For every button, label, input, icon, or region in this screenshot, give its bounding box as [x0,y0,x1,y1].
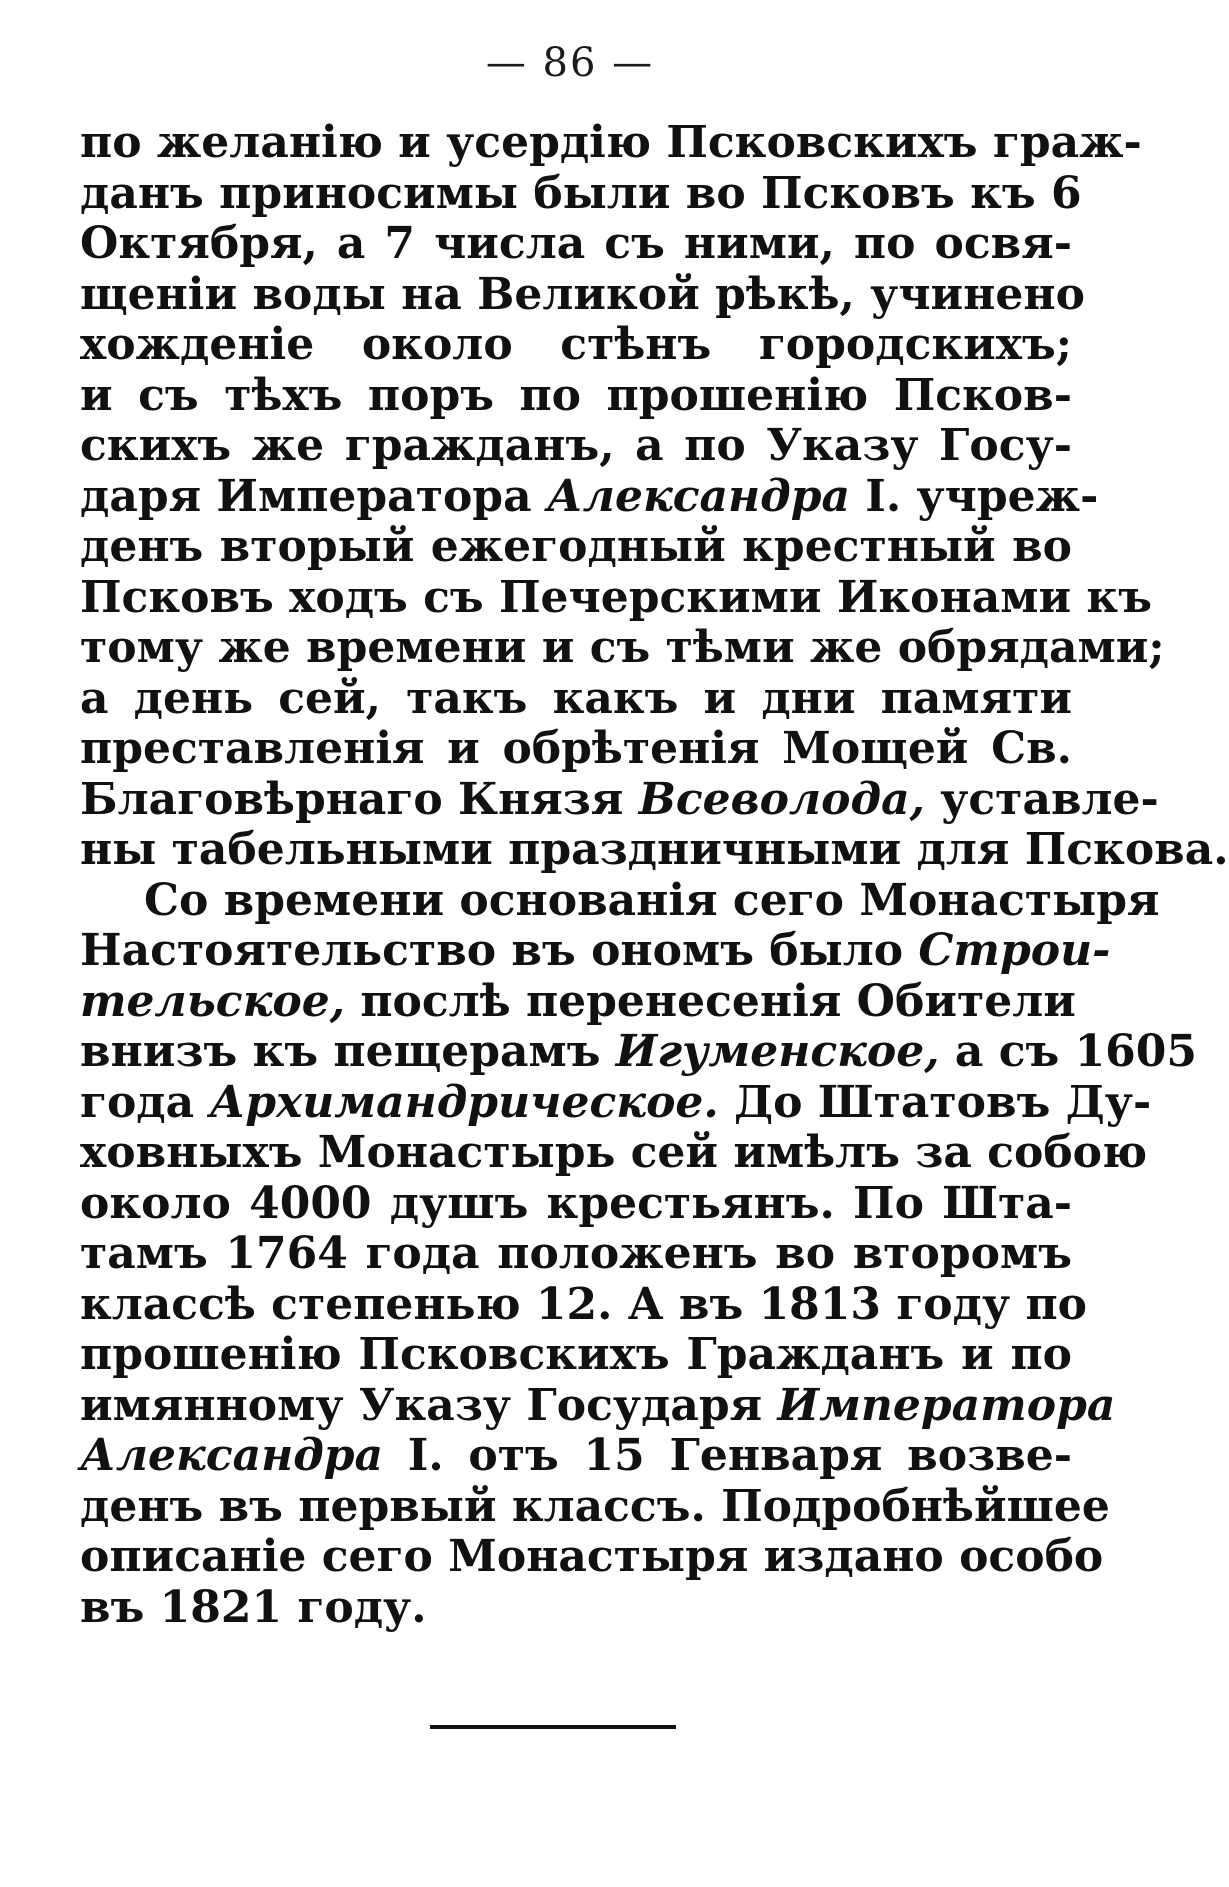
text-line [80,925,1111,977]
italic-run: Архимандрическое. [209,1076,719,1128]
text-line [80,268,1085,321]
text-line [80,674,1072,725]
page-number: — 86 — [485,40,655,86]
text-run: Настоятельство въ ономъ было [80,925,919,976]
text-line [80,1531,1104,1583]
text-line [80,622,1165,674]
text-line [80,1076,1152,1129]
italic-run: Александра [80,1430,384,1481]
text-run: классѣ степенью 12. А въ 1813 году по [80,1278,1088,1330]
text-line [80,1379,1116,1432]
text-line [80,1480,1110,1533]
text-run: Благовѣрнаго Князя [80,773,639,825]
text-run: внизъ къ пещерамъ [80,1026,616,1077]
text-run: I. учреж- [849,470,1099,522]
text-line [80,470,1099,523]
text-line [80,320,1072,371]
paragraph [80,874,1198,1634]
text-run: Октября, а 7 числа съ ними, по освя- [80,218,1072,269]
text-line [80,1583,1072,1634]
text-line [80,571,1152,624]
text-run: въ 1821 году. [80,1581,427,1633]
text-line [80,117,1142,169]
italic-run: Игуменское, [615,1026,940,1077]
text-run: хожденіе около стѣнъ городскихъ; [80,319,1072,370]
text-line [80,522,1072,573]
text-line [80,421,1072,472]
body-text [80,117,1229,1633]
text-run: описаніе сего Монастыря издано особо [80,1531,1104,1582]
text-run: ны табельными праздничными для Пскова. [80,824,1229,875]
text-run: Со времени основанія сего Монастыря [144,874,1160,926]
text-line [80,824,1229,876]
text-run: а съ 1605 [939,1026,1198,1077]
text-run: даря Императора [80,470,547,522]
text-line [80,724,1072,775]
text-line [80,1179,1072,1230]
text-run: послѣ перенесенія Обители [345,975,1076,1027]
text-run: прошенію Псковскихъ Гражданъ и по [80,1329,1072,1380]
text-run: тому же времени и съ тѣми же обрядами; [80,622,1165,673]
italic-run: Императора [777,1379,1116,1431]
paragraph [80,117,1229,876]
text-run: а день сей, такъ какъ и дни памяти [80,672,1072,724]
text-run: тамъ 1764 года положенъ во второмъ [80,1228,1072,1279]
italic-run: Строи- [918,925,1111,976]
text-run: преставленія и обрѣтенія Мощей Св. [80,723,1072,774]
text-line [80,773,1159,826]
text-line [80,975,1076,1028]
text-line [80,371,1072,422]
text-run: скихъ же гражданъ, а по Указу Госу- [80,420,1072,471]
text-run: данъ приносимы были во Псковъ къ 6 [80,167,1082,219]
text-line [80,874,1160,927]
text-run: щеніи воды на Великой рѣкѣ, учинено [80,268,1085,320]
end-rule [430,1725,676,1729]
text-line [80,219,1072,270]
text-run: имянному Указу Государя [80,1379,778,1431]
text-run: уставле- [924,773,1159,825]
italic-run: Всеволода, [638,773,925,825]
text-line [80,167,1082,220]
italic-run: Александра [546,470,850,522]
text-run: денъ вторый ежегодный крестный во [80,521,1072,572]
text-line [80,1431,1072,1482]
text-run: До Штатовъ Ду- [718,1076,1152,1128]
text-run: около 4000 душъ крестьянъ. По Шта- [80,1177,1072,1229]
text-run: по желанію и усердію Псковскихъ граж- [80,117,1142,168]
text-line [80,1330,1072,1381]
text-run: денъ въ первый классъ. Подробнѣйшее [80,1480,1110,1532]
text-run: Псковъ ходъ съ Печерскими Иконами къ [80,571,1152,623]
italic-run: тельское, [80,975,346,1027]
text-line [80,1026,1198,1078]
text-run: ховныхъ Монастырь сей имѣлъ за собою [80,1127,1148,1178]
text-line [80,1229,1072,1280]
text-run: I. отъ 15 Генваря возве- [383,1430,1072,1481]
text-line [80,1127,1148,1179]
text-run: и съ тѣхъ поръ по прошенію Псков- [80,369,1072,421]
text-line [80,1278,1088,1331]
text-run: года [80,1076,210,1128]
